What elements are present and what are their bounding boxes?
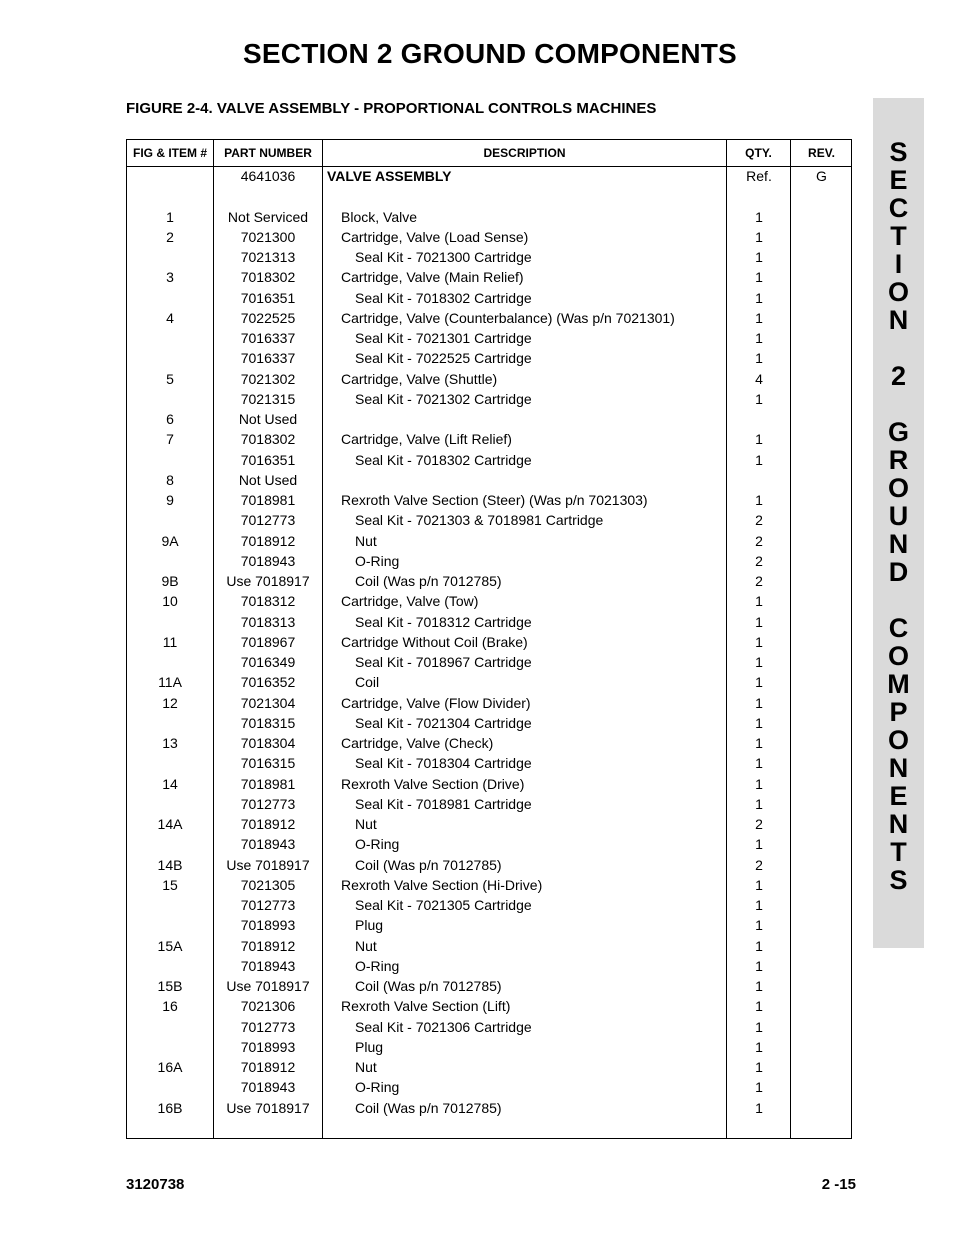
item-number: 3: [166, 269, 174, 286]
table-row: [127, 693, 851, 713]
part-number: 7018315: [240, 714, 296, 731]
document-number: 3120738: [126, 1176, 185, 1193]
table-row: [127, 571, 851, 591]
table-row: [127, 915, 851, 935]
part-number: 7021300: [240, 228, 296, 245]
description: Seal Kit - 7021305 Cartridge: [355, 897, 532, 913]
part-number: 7018943: [240, 552, 296, 569]
part-number: Not Serviced: [227, 208, 309, 225]
item-number: 15: [162, 876, 178, 893]
item-number: 16B: [157, 1099, 183, 1116]
part-number: 7018912: [240, 816, 296, 832]
part-number: Not Used: [238, 471, 298, 488]
side-tab-letter: U: [888, 501, 909, 531]
description: Plug: [355, 917, 384, 934]
side-tab-letter: C: [888, 193, 909, 223]
part-number: Use 7018917: [226, 573, 310, 589]
description: Seal Kit - 7018312 Cartridge: [355, 613, 532, 630]
quantity: 1: [755, 613, 763, 630]
description: Seal Kit - 7018302 Cartridge: [355, 289, 532, 306]
side-tab-letter: S: [889, 137, 908, 167]
item-number: 2: [166, 228, 174, 245]
description: Cartridge, Valve (Lift Relief): [341, 431, 512, 448]
part-number: 7016349: [240, 654, 296, 670]
item-number: 15B: [157, 978, 183, 994]
description: Nut: [355, 1059, 377, 1075]
quantity: 4: [755, 370, 763, 387]
side-tab-letter: E: [889, 781, 908, 811]
quantity: 1: [755, 694, 763, 711]
part-number: 7021313: [240, 249, 296, 265]
quantity: 1: [755, 492, 763, 508]
part-number: 7018312: [240, 593, 296, 610]
side-tab-letter: T: [890, 221, 907, 251]
item-number: 9B: [161, 573, 179, 589]
quantity: 2: [755, 856, 763, 873]
table-row: [127, 612, 851, 632]
item-number: 7: [166, 431, 174, 448]
part-number: 7018302: [240, 431, 296, 448]
description: O-Ring: [355, 552, 400, 569]
table-row: [127, 1037, 851, 1057]
table-row: [127, 207, 851, 227]
table-row: [127, 267, 851, 287]
quantity: 2: [755, 816, 763, 832]
description: Seal Kit - 7018304 Cartridge: [355, 755, 532, 772]
table-row: [127, 976, 851, 996]
part-number: 7018304: [240, 735, 296, 751]
description: Cartridge, Valve (Check): [341, 735, 494, 751]
table-row: [127, 753, 851, 773]
table-row: [127, 713, 851, 733]
side-tab-letter: O: [887, 725, 909, 755]
part-number: 7018912: [240, 1059, 296, 1075]
part-number: 7021315: [240, 390, 296, 407]
item-number: 16: [162, 998, 178, 1015]
side-tab-letter: 2: [890, 361, 907, 391]
quantity: 1: [755, 978, 763, 994]
table-row: [127, 956, 851, 976]
item-number: 4: [166, 309, 174, 326]
item-number: 8: [166, 471, 174, 488]
part-number: 7021302: [240, 370, 296, 387]
description: VALVE ASSEMBLY: [327, 168, 452, 184]
item-number: 14: [162, 775, 178, 792]
item-number: 6: [166, 411, 174, 427]
item-number: 10: [162, 593, 178, 610]
part-number: 7016352: [240, 674, 296, 691]
quantity: 1: [755, 1018, 763, 1035]
part-number: 4641036: [240, 168, 296, 184]
quantity: 1: [755, 714, 763, 731]
quantity: 1: [755, 998, 763, 1015]
part-number: 7022525: [240, 309, 296, 326]
description: Nut: [355, 816, 377, 832]
item-number: 1: [166, 208, 174, 225]
parts-table: [126, 139, 852, 1139]
description: Seal Kit - 7021303 & 7018981 Cartridge: [355, 512, 604, 529]
description: Cartridge, Valve (Tow): [341, 593, 479, 610]
description: Cartridge, Valve (Shuttle): [341, 370, 498, 387]
table-row: [127, 1098, 851, 1118]
description: Seal Kit - 7021306 Cartridge: [355, 1018, 532, 1035]
description: Seal Kit - 7018981 Cartridge: [355, 795, 532, 812]
table-row: [127, 652, 851, 672]
quantity: 1: [755, 350, 763, 367]
part-number: 7016337: [240, 330, 296, 346]
item-number: 12: [162, 694, 178, 711]
page-number: 2 -15: [821, 1176, 856, 1193]
description: O-Ring: [355, 836, 400, 853]
figure-title: FIGURE 2-4. VALVE ASSEMBLY - PROPORTIONAL CONTROLS MACHINES: [126, 100, 657, 117]
description: Rexroth Valve Section (Hi-Drive): [341, 876, 543, 893]
header-item: FIG & ITEM #: [132, 146, 207, 160]
part-number: 7018993: [240, 1038, 296, 1055]
side-tab-letter: M: [887, 669, 910, 699]
table-row: [127, 186, 851, 206]
table-row: [127, 247, 851, 267]
table-row: [127, 672, 851, 692]
table-row: [127, 470, 851, 490]
description: O-Ring: [355, 957, 400, 974]
table-row: [127, 1077, 851, 1097]
table-row: [127, 531, 851, 551]
description: Rexroth Valve Section (Lift): [341, 998, 511, 1015]
quantity: 1: [755, 917, 763, 934]
quantity: 1: [755, 755, 763, 772]
table-row: [127, 875, 851, 895]
side-tab-letter: I: [894, 249, 903, 279]
description: Plug: [355, 1038, 384, 1055]
quantity: 1: [755, 876, 763, 893]
quantity: 1: [755, 1079, 763, 1096]
description: Seal Kit - 7018302 Cartridge: [355, 451, 532, 468]
quantity: 1: [755, 451, 763, 468]
part-number: 7018993: [240, 917, 296, 934]
side-tab-letter: P: [889, 697, 908, 727]
table-row: [127, 814, 851, 834]
quantity: 1: [755, 957, 763, 974]
quantity: 1: [755, 735, 763, 751]
side-tab-letter: [873, 390, 924, 418]
table-row: [127, 308, 851, 328]
item-number: 14A: [157, 816, 183, 832]
quantity: Ref.: [746, 168, 772, 184]
table-row: [127, 1057, 851, 1077]
table-row: [127, 936, 851, 956]
item-number: 14B: [157, 856, 183, 873]
side-tab-letter: E: [889, 165, 908, 195]
table-row: [127, 369, 851, 389]
side-tab-letter: S: [889, 865, 908, 895]
table-row: [127, 510, 851, 530]
description: Nut: [355, 532, 377, 549]
table-row: [127, 409, 851, 429]
quantity: 1: [755, 1059, 763, 1075]
side-tab-letter: G: [887, 417, 909, 447]
part-number: 7012773: [240, 1018, 296, 1035]
description: Seal Kit - 7021302 Cartridge: [355, 390, 532, 407]
part-number: Use 7018917: [226, 978, 310, 994]
table-row: [127, 429, 851, 449]
item-number: 9A: [161, 532, 179, 549]
part-number: 7018912: [240, 937, 296, 954]
quantity: 1: [755, 795, 763, 812]
quantity: 1: [755, 269, 763, 286]
description: Coil (Was p/n 7012785): [355, 573, 502, 589]
table-row: [127, 834, 851, 854]
table-row: [127, 288, 851, 308]
section-side-tab: [873, 98, 924, 948]
table-row: [127, 632, 851, 652]
item-number: 16A: [157, 1059, 183, 1075]
part-number: 7021304: [240, 694, 296, 711]
quantity: 2: [755, 573, 763, 589]
quantity: 2: [755, 552, 763, 569]
revision: G: [816, 168, 827, 184]
quantity: 1: [755, 1099, 763, 1116]
side-tab-letter: N: [888, 529, 909, 559]
part-number: 7018943: [240, 957, 296, 974]
quantity: 1: [755, 309, 763, 326]
table-row: [127, 551, 851, 571]
description: O-Ring: [355, 1079, 400, 1096]
quantity: 2: [755, 532, 763, 549]
table-row: [127, 733, 851, 753]
quantity: 1: [755, 330, 763, 346]
description: Cartridge, Valve (Flow Divider): [341, 694, 531, 711]
quantity: 1: [755, 937, 763, 954]
description: Coil (Was p/n 7012785): [355, 1099, 502, 1116]
item-number: 15A: [157, 937, 183, 954]
description: Cartridge, Valve (Load Sense): [341, 228, 529, 245]
quantity: 1: [755, 633, 763, 650]
part-number: 7021306: [240, 998, 296, 1015]
description: Block, Valve: [341, 208, 417, 225]
side-tab-letter: N: [888, 809, 909, 839]
header-part-number: PART NUMBER: [224, 146, 312, 160]
header-rev: REV.: [808, 146, 835, 160]
quantity: 1: [755, 836, 763, 853]
item-number: 9: [166, 492, 174, 508]
quantity: 1: [755, 390, 763, 407]
part-number: 7016337: [240, 350, 296, 367]
part-number: 7012773: [240, 897, 296, 913]
description: Coil: [355, 674, 380, 691]
side-tab-letter: N: [888, 753, 909, 783]
side-tab-letter: R: [888, 445, 909, 475]
quantity: 1: [755, 897, 763, 913]
description: Cartridge, Valve (Counterbalance) (Was p/n 7021301): [341, 309, 675, 326]
side-tab-letter: O: [887, 473, 909, 503]
part-number: 7021305: [240, 876, 296, 893]
quantity: 1: [755, 674, 763, 691]
part-number: 7012773: [240, 512, 296, 529]
table-row: [127, 895, 851, 915]
quantity: 1: [755, 249, 763, 265]
part-number: 7018967: [240, 633, 296, 650]
description: Rexroth Valve Section (Steer) (Was p/n 7021303): [341, 492, 648, 508]
quantity: 1: [755, 593, 763, 610]
description: Seal Kit - 7022525 Cartridge: [355, 350, 532, 367]
table-row: [127, 1017, 851, 1037]
description: Seal Kit - 7018967 Cartridge: [355, 654, 532, 670]
description: Coil (Was p/n 7012785): [355, 856, 502, 873]
header-description: DESCRIPTION: [483, 146, 566, 160]
table-row: [127, 450, 851, 470]
item-number: 5: [166, 370, 174, 387]
description: Rexroth Valve Section (Drive): [341, 775, 525, 792]
part-number: 7018981: [240, 775, 296, 792]
item-number: 11A: [158, 674, 182, 691]
side-tab-letters: [873, 138, 924, 894]
section-title: SECTION 2 GROUND COMPONENTS: [243, 38, 737, 69]
side-tab-letter: O: [887, 277, 909, 307]
table-row: [127, 794, 851, 814]
part-number: 7012773: [240, 795, 296, 812]
quantity: 1: [755, 208, 763, 225]
part-number: 7016351: [240, 451, 296, 468]
quantity: 1: [755, 228, 763, 245]
part-number: Use 7018917: [226, 1099, 310, 1116]
table-row: [127, 389, 851, 409]
part-number: 7018943: [240, 836, 296, 853]
table-row: [127, 774, 851, 794]
part-number: 7016315: [240, 755, 296, 772]
part-number: Use 7018917: [226, 856, 310, 873]
quantity: 2: [755, 512, 763, 529]
part-number: 7018981: [240, 492, 296, 508]
part-number: 7016351: [240, 289, 296, 306]
description: Seal Kit - 7021304 Cartridge: [355, 714, 532, 731]
side-tab-letter: D: [888, 557, 909, 587]
side-tab-letter: C: [888, 613, 909, 643]
table-row: [127, 996, 851, 1016]
side-tab-letter: N: [888, 305, 909, 335]
description: Seal Kit - 7021301 Cartridge: [355, 330, 532, 346]
description: Cartridge Without Coil (Brake): [341, 633, 528, 650]
item-number: 13: [162, 735, 178, 751]
side-tab-letter: T: [890, 837, 907, 867]
table-row: [127, 166, 851, 186]
part-number: 7018943: [240, 1079, 296, 1096]
table-row: [127, 490, 851, 510]
description: Seal Kit - 7021300 Cartridge: [355, 249, 532, 265]
table-row: [127, 855, 851, 875]
table-row: [127, 591, 851, 611]
header-qty: QTY.: [745, 146, 772, 160]
description: Cartridge, Valve (Main Relief): [341, 269, 524, 286]
part-number: Not Used: [238, 411, 298, 427]
quantity: 1: [755, 775, 763, 792]
description: Nut: [355, 937, 377, 954]
table-row: [127, 348, 851, 368]
part-number: 7018313: [240, 613, 296, 630]
side-tab-letter: [873, 586, 924, 614]
quantity: 1: [755, 654, 763, 670]
quantity: 1: [755, 431, 763, 448]
part-number: 7018912: [240, 532, 296, 549]
part-number: 7018302: [240, 269, 296, 286]
table-row: [127, 328, 851, 348]
description: Coil (Was p/n 7012785): [355, 978, 502, 994]
table-row: [127, 227, 851, 247]
side-tab-letter: O: [887, 641, 909, 671]
quantity: 1: [755, 289, 763, 306]
item-number: 11: [162, 633, 178, 650]
quantity: 1: [755, 1038, 763, 1055]
side-tab-letter: [873, 334, 924, 362]
